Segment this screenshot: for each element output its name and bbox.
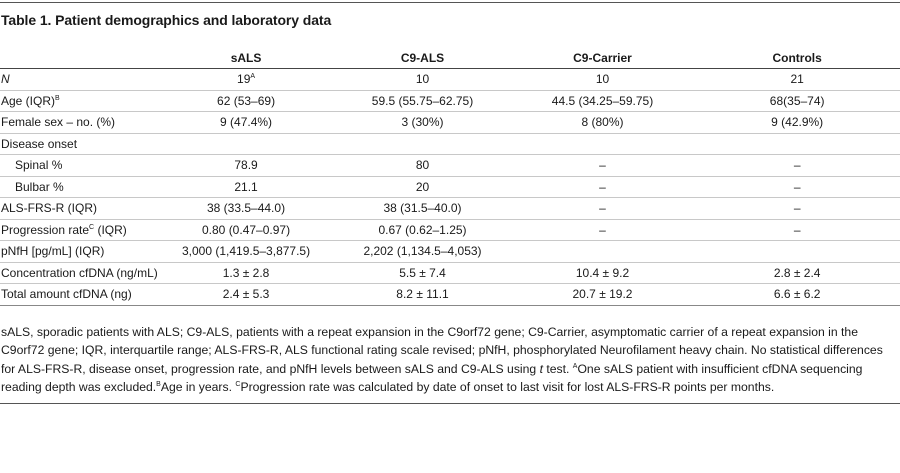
table-title: Table 1. Patient demographics and laboratory data [1, 12, 332, 28]
row-label [0, 284, 158, 306]
footnote-note-c: Progression rate was calculated by date of onset to last visit for lost ALS-FRS-R points per months. [240, 380, 775, 395]
table-cell [511, 133, 695, 155]
row-label [0, 155, 158, 177]
row-label-text: Concentration cfDNA (ng/mL) [1, 265, 158, 280]
table-cell [158, 284, 335, 306]
table-cell [334, 241, 510, 263]
cell-value: 8 (80%) [581, 115, 624, 130]
cell-value: – [599, 201, 606, 216]
cell-value: 20.7 ± 19.2 [572, 287, 633, 302]
cell-value: – [599, 222, 606, 237]
table-cell [158, 112, 335, 134]
row-label-text: Spinal % [15, 158, 63, 173]
table-row [0, 262, 900, 284]
footnote-marker: C [235, 381, 241, 389]
table-cell [334, 262, 510, 284]
table-cell [694, 241, 900, 263]
table-row [0, 198, 900, 220]
cell-value: 62 (53–69) [217, 93, 276, 108]
footnote-marker: B [55, 94, 60, 102]
row-label [0, 241, 158, 263]
footnote-marker: A [250, 73, 256, 81]
row-label-text: pNfH [pg/mL] (IQR) [1, 244, 105, 259]
cell-value: 80 [415, 158, 430, 173]
cell-value: 9 (42.9%) [771, 115, 824, 130]
cell-value: 5.5 ± 7.4 [399, 265, 446, 280]
table-row [0, 176, 900, 198]
cell-value: 0.80 (0.47–0.97) [202, 222, 291, 237]
row-label-text: ALS-FRS-R (IQR) [1, 201, 97, 216]
table-cell [694, 112, 900, 134]
cell-value: 10 [595, 72, 610, 87]
cell-value: 2,202 (1,134.5–4,053) [363, 244, 482, 259]
cell-value: 68(35–74) [769, 93, 825, 108]
table-cell [694, 90, 900, 112]
table-cell [511, 112, 695, 134]
row-label-text: Age (IQR) [1, 93, 56, 108]
table-row [0, 133, 900, 155]
row-label-text: Progression rate [1, 222, 90, 237]
cell-value: 44.5 (34.25–59.75) [551, 93, 654, 108]
footnote-t-italic: t [539, 361, 543, 376]
cell-value: 20 [415, 179, 430, 194]
column-header: C9-Carrier [573, 50, 632, 65]
cell-value: 19 [237, 72, 251, 87]
table-body [0, 69, 900, 306]
table-cell [158, 133, 335, 155]
table-row [0, 219, 900, 241]
cell-value: 78.9 [234, 158, 258, 173]
row-label [0, 112, 158, 134]
cell-value: 6.6 ± 6.2 [773, 287, 821, 302]
bottom-rule [0, 403, 900, 404]
table-cell [511, 241, 695, 263]
row-label [0, 262, 158, 284]
table-cell [334, 176, 510, 198]
row-label-text: Disease onset [1, 136, 78, 151]
row-label [0, 133, 158, 155]
table-cell [334, 112, 510, 134]
table-cell [158, 198, 335, 220]
row-label-text: Female sex – no. (%) [1, 115, 116, 130]
row-label [0, 219, 158, 241]
cell-value: 0.67 (0.62–1.25) [378, 222, 467, 237]
table-cell [334, 219, 510, 241]
column-header: sALS [230, 50, 262, 65]
header-blank [0, 47, 158, 69]
cell-value: 9 (47.4%) [220, 115, 273, 130]
table-header-row [0, 47, 900, 69]
table-footnote [1, 323, 891, 397]
cell-value: 2.8 ± 2.4 [773, 265, 821, 280]
data-table [0, 47, 900, 306]
table-row [0, 155, 900, 177]
cell-value: – [599, 179, 606, 194]
cell-value: 38 (33.5–44.0) [207, 201, 286, 216]
cell-value: 10.4 ± 9.2 [575, 265, 630, 280]
table-cell [334, 284, 510, 306]
table-cell [511, 176, 695, 198]
table-cell [694, 262, 900, 284]
footnote-marker: B [156, 381, 161, 389]
table-row [0, 241, 900, 263]
table-cell [511, 262, 695, 284]
cell-value: 10 [415, 72, 430, 87]
table-cell [334, 155, 510, 177]
cell-value: 21 [790, 72, 804, 87]
table-cell [511, 155, 695, 177]
cell-value: 3,000 (1,419.5–3,877.5) [181, 244, 311, 259]
table-cell [334, 69, 510, 91]
cell-value: – [793, 179, 801, 194]
table-row [0, 284, 900, 306]
table-cell [158, 69, 335, 91]
table-cell [694, 176, 900, 198]
table-cell [694, 133, 900, 155]
table-cell [694, 155, 900, 177]
footnote-marker: A [572, 362, 578, 370]
table-cell [158, 176, 335, 198]
table-cell [694, 69, 900, 91]
row-label [0, 176, 158, 198]
row-label [0, 90, 158, 112]
footnote-note-b: Age in years. [160, 380, 236, 395]
table-cell [694, 198, 900, 220]
table-cell [334, 133, 510, 155]
table-cell [511, 69, 695, 91]
table-cell [511, 219, 695, 241]
cell-value: – [599, 158, 606, 173]
table-cell [694, 284, 900, 306]
footnote-text: sALS, sporadic patients with ALS; C9-ALS, patients with a repeat expansion in the C9orf72 gene; C9-Carrier, asymptomatic carrier of a repeat expansion in the C9orf72 gene; IQR, interquartile range; ALS-FRS-R, ALS functional rating scale revised; pNfH, phosphorylated Neurofilament heavy chain. No statistical differences for ALS-FRS-R, disease onset, progression rate, and pNfH levels between sALS and C9-ALS using [1, 325, 883, 376]
row-label-text: N [1, 72, 10, 87]
table-cell [511, 284, 695, 306]
footnote-note-a: One sALS patient with insufficient cfDNA sequencing reading depth was excluded. [1, 361, 863, 395]
footnote-marker: C [89, 223, 95, 231]
cell-value: – [793, 222, 801, 237]
cell-value: 2.4 ± 5.3 [222, 287, 270, 302]
row-label-text: Total amount cfDNA (ng) [1, 287, 132, 302]
column-header: Controls [772, 50, 822, 65]
table-cell [511, 90, 695, 112]
cell-value: 21.1 [234, 179, 258, 194]
row-label [0, 69, 158, 91]
footnote-text: test. [542, 361, 573, 376]
table-cell [694, 219, 900, 241]
table-cell [334, 90, 510, 112]
table-row [0, 112, 900, 134]
row-label-text: Bulbar % [15, 179, 64, 194]
cell-value: – [793, 158, 801, 173]
table-cell [334, 198, 510, 220]
cell-value: 3 (30%) [401, 115, 444, 130]
cell-value: 59.5 (55.75–62.75) [371, 93, 474, 108]
table-cell [158, 155, 335, 177]
table-cell [158, 219, 335, 241]
cell-value: – [793, 201, 801, 216]
table-cell [158, 262, 335, 284]
cell-value: 38 (31.5–40.0) [383, 201, 462, 216]
table-row [0, 90, 900, 112]
table-cell [511, 198, 695, 220]
cell-value: 1.3 ± 2.8 [222, 265, 270, 280]
row-label-suffix: (IQR) [94, 222, 127, 237]
table-cell [158, 241, 335, 263]
top-rule [0, 2, 900, 3]
row-label [0, 198, 158, 220]
column-header: C9-ALS [400, 50, 445, 65]
table-cell [158, 90, 335, 112]
cell-value: 8.2 ± 11.1 [396, 287, 449, 302]
table-row [0, 69, 900, 91]
